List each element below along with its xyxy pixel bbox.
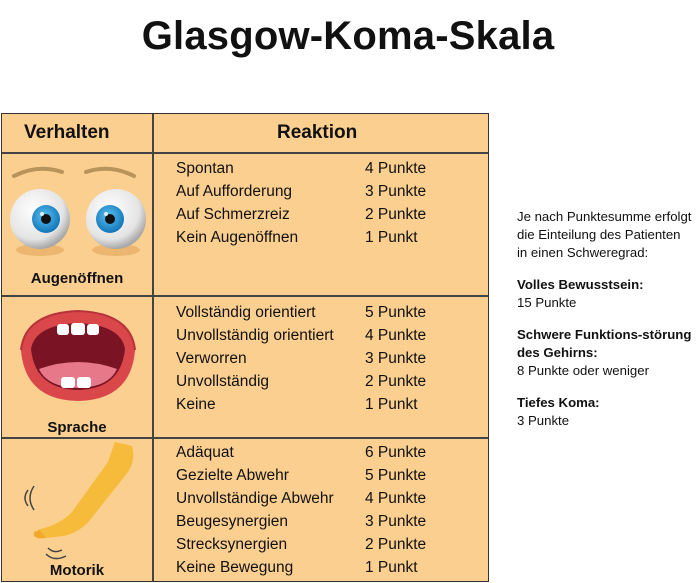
- table-row: [176, 490, 466, 512]
- row-points: 4 Punkte: [365, 490, 427, 507]
- legend-level: [517, 276, 692, 312]
- column-divider: [152, 114, 154, 581]
- page-title: Glasgow-Koma-Skala: [141, 14, 555, 58]
- table-row: [176, 350, 466, 372]
- legend-level-heading: Volles Bewusstsein:: [517, 277, 644, 292]
- table-row: [176, 467, 466, 489]
- row-label: Adäquat: [176, 444, 234, 461]
- table-row: [176, 536, 466, 558]
- section-divider: [2, 295, 488, 297]
- row-points: 2 Punkte: [365, 206, 427, 223]
- row-label: Unvollständig: [176, 373, 270, 390]
- mouth-icon: [17, 305, 139, 405]
- table-row: [176, 304, 466, 326]
- row-label: Unvollständig orientiert: [176, 327, 334, 344]
- row-label: Keine: [176, 396, 216, 413]
- section-caption-eyes: Augenöffnen: [30, 270, 124, 287]
- legend-level-value: 8 Punkte oder weniger: [517, 363, 649, 378]
- table-row: [176, 513, 466, 535]
- row-label: Unvollständige Abwehr: [176, 490, 334, 507]
- table-row: [176, 229, 466, 251]
- row-points: 1 Punkt: [365, 229, 418, 246]
- row-points: 5 Punkte: [365, 304, 427, 321]
- row-label: Vollständig orientiert: [176, 304, 316, 321]
- eyes-icon: [10, 162, 145, 262]
- row-label: Auf Schmerzreiz: [176, 206, 290, 223]
- legend-level-value: 15 Punkte: [517, 295, 577, 310]
- row-points: 6 Punkte: [365, 444, 427, 461]
- table-row: [176, 327, 466, 349]
- row-points: 2 Punkte: [365, 373, 427, 390]
- table-row: [176, 444, 466, 466]
- severity-legend: [517, 208, 692, 444]
- row-points: 5 Punkte: [365, 467, 427, 484]
- row-label: Strecksynergien: [176, 536, 288, 553]
- row-points: 1 Punkt: [365, 559, 418, 576]
- row-label: Auf Aufforderung: [176, 183, 293, 200]
- arm-icon: [20, 440, 140, 560]
- table-row: [176, 183, 466, 205]
- row-points: 1 Punkt: [365, 396, 418, 413]
- table-row: [176, 559, 466, 581]
- row-points: 3 Punkte: [365, 350, 427, 367]
- row-label: Gezielte Abwehr: [176, 467, 289, 484]
- header-reaction: Reaktion: [277, 122, 358, 143]
- row-label: Spontan: [176, 160, 234, 177]
- table-row: [176, 206, 466, 228]
- section-caption-motor: Motorik: [49, 562, 105, 579]
- row-label: Kein Augenöffnen: [176, 229, 299, 246]
- gcs-table: [1, 113, 489, 582]
- header-divider: [2, 152, 488, 154]
- legend-level-heading: Schwere Funktions-störung des Gehirns:: [517, 327, 692, 360]
- row-points: 4 Punkte: [365, 327, 427, 344]
- legend-level: [517, 326, 692, 380]
- legend-level-value: 3 Punkte: [517, 413, 570, 428]
- row-points: 3 Punkte: [365, 513, 427, 530]
- row-points: 3 Punkte: [365, 183, 427, 200]
- section-caption-speech: Sprache: [47, 419, 107, 436]
- row-points: 2 Punkte: [365, 536, 427, 553]
- row-label: Beugesynergien: [176, 513, 289, 530]
- row-points: 4 Punkte: [365, 160, 427, 177]
- table-row: [176, 396, 466, 418]
- legend-level: [517, 394, 692, 430]
- table-row: [176, 160, 466, 182]
- row-label: Keine Bewegung: [176, 559, 294, 576]
- row-label: Verworren: [176, 350, 247, 367]
- table-row: [176, 373, 466, 395]
- legend-level-heading: Tiefes Koma:: [517, 395, 600, 410]
- header-behavior: Verhalten: [24, 122, 110, 143]
- section-divider: [2, 437, 488, 439]
- legend-intro: Je nach Punktesumme erfolgt die Einteilung des Patienten in einen Schweregrad:: [517, 209, 692, 260]
